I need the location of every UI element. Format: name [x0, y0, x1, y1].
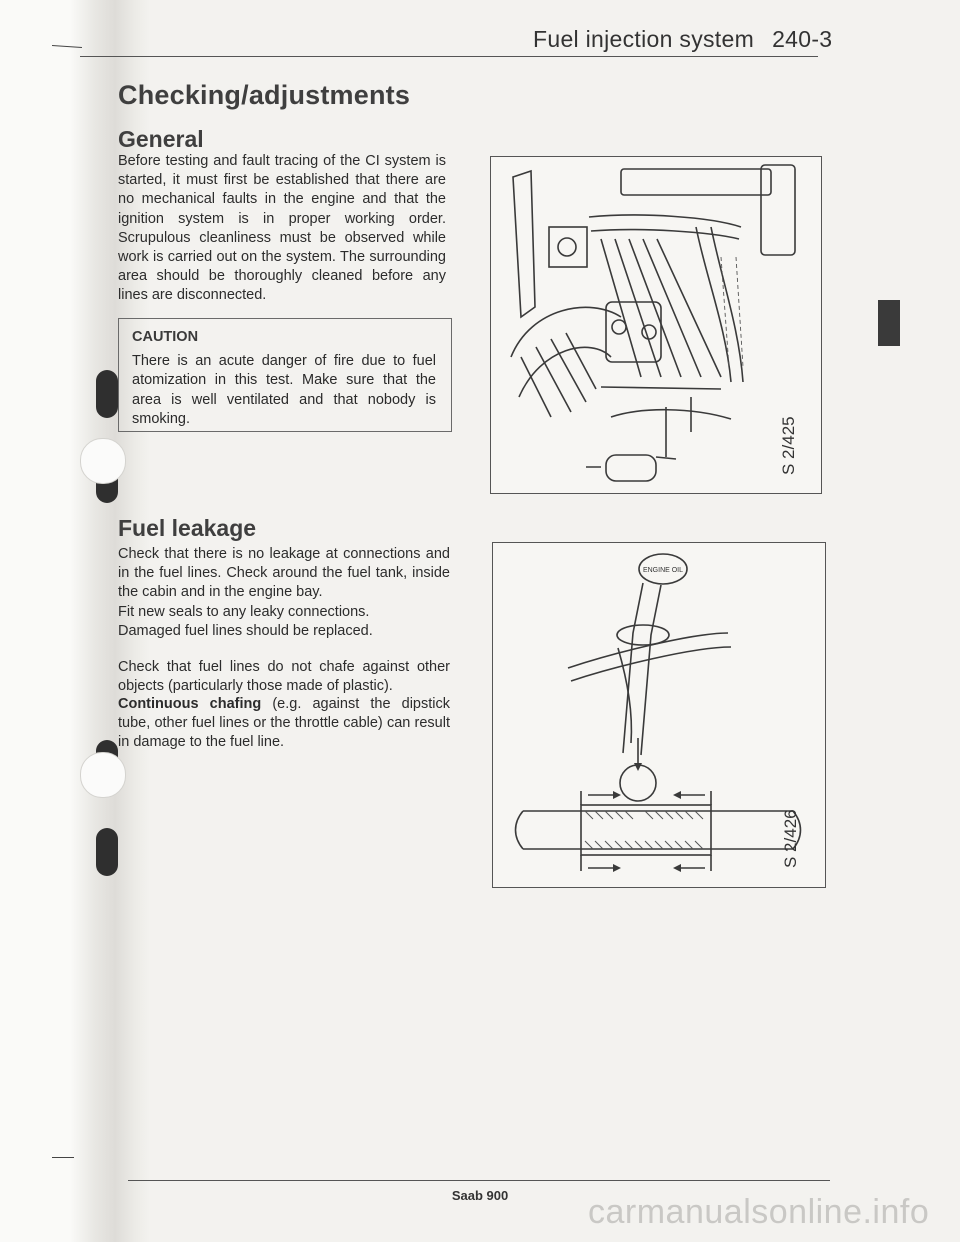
- figure-code: S 2/425: [779, 416, 798, 475]
- engine-oil-cap-label: ENGINE OIL: [642, 567, 684, 574]
- section-heading-general: General: [118, 126, 204, 152]
- figure-chafing-detail: [492, 542, 826, 888]
- chafing-illustration: [493, 543, 825, 887]
- running-header: [533, 26, 832, 53]
- fuel-leakage-p5-text: (e.g. against the dipstick tube, other fuel lines or the throttle cable) can result in damage to the fuel line.: [118, 696, 450, 751]
- binder-hole: [96, 828, 118, 876]
- binder-hole: [96, 370, 118, 418]
- section-heading-fuel-leakage: Fuel leakage: [118, 515, 257, 541]
- fuel-distributor-illustration: [491, 157, 821, 493]
- watermark: carmanualsonline.info: [588, 1193, 930, 1231]
- emphasis-continuous-chafing: Continuous chafing: [118, 696, 262, 712]
- page-title: Checking/adjustments: [118, 80, 411, 110]
- footer-rule: [128, 1180, 830, 1181]
- fuel-leakage-p5: [118, 695, 450, 753]
- fuel-leakage-p1: Check that there is no leakage at connections and in the fuel lines. Check around the fuel tank, inside the cabin and in the engine bay.: [118, 546, 450, 601]
- figure-code: S 2/426: [781, 809, 800, 868]
- margin-mark: [52, 1157, 74, 1158]
- punch-hole: [80, 752, 126, 798]
- fuel-leakage-p2: Fit new seals to any leaky connections.: [118, 604, 370, 620]
- fuel-leakage-p3: Damaged fuel lines should be replaced.: [118, 623, 373, 639]
- footer-text: Saab 900: [451, 1188, 509, 1203]
- general-paragraph: Before testing and fault tracing of the CI system is started, it must first be established that there are no mechanical faults in the engine and that the ignition system is in proper working order. Scrupulous cleanliness must be observed while work is carried out on the system. The surrounding area should be thoroughly cleaned before any lines are disconnected.: [118, 153, 446, 304]
- figure-fuel-distributor: [490, 156, 822, 494]
- fuel-leakage-p4: Check that fuel lines do not chafe against other objects (particularly those made of plastic).: [118, 659, 450, 695]
- punch-hole: [80, 438, 126, 484]
- header-rule: [80, 56, 818, 57]
- caution-box: [118, 318, 452, 432]
- caution-title: CAUTION: [132, 329, 199, 345]
- header-page-number: 240-3: [772, 26, 833, 52]
- header-section: Fuel injection system: [533, 26, 755, 52]
- caution-text: There is an acute danger of fire due to fuel atomization in this test. Make sure that the area is well ventilated and that nobody is smoking.: [132, 353, 436, 428]
- section-thumb-tab: [878, 300, 900, 346]
